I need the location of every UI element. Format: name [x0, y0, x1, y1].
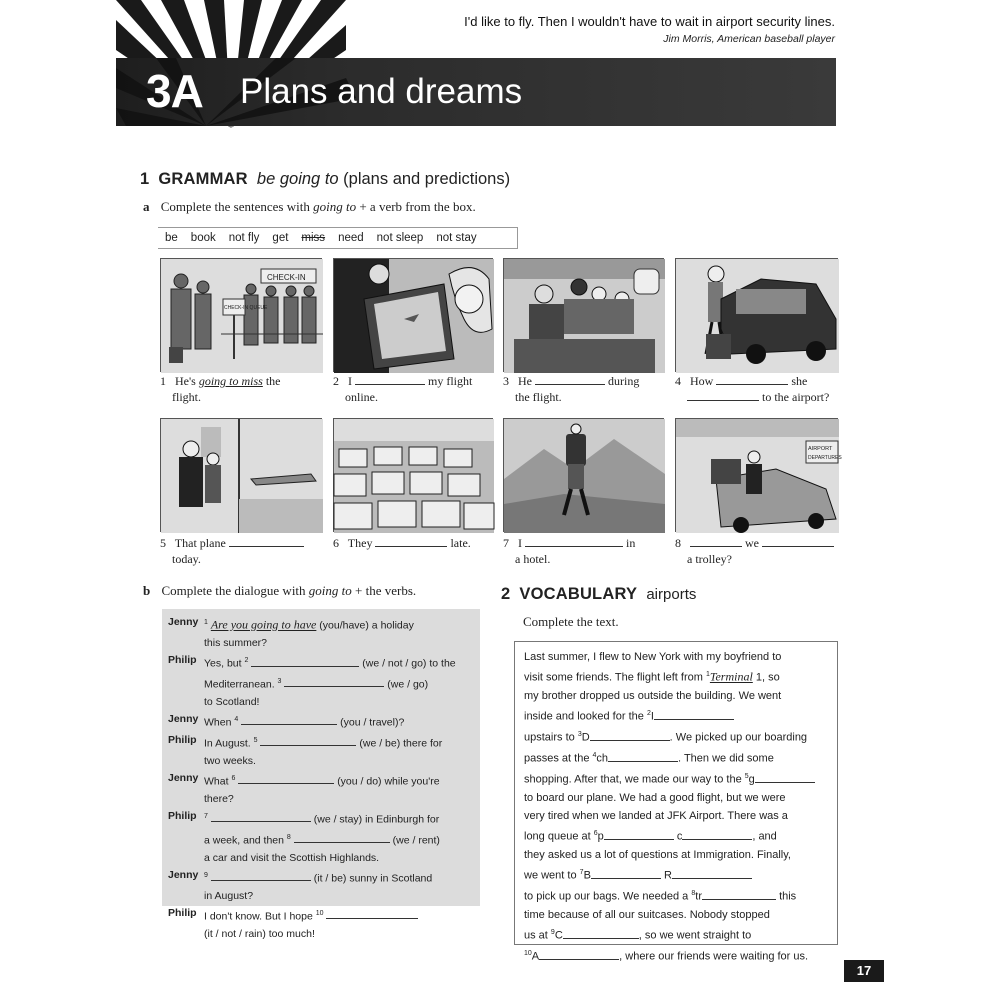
speaker-name: Jenny — [168, 712, 199, 725]
item-number: 5 — [744, 772, 749, 780]
section-topic-italic: be going to — [256, 170, 339, 188]
item-number: 5 — [160, 536, 166, 550]
text: to pick up our bags. We needed a — [524, 890, 689, 903]
caption-6 — [333, 535, 498, 551]
dialogue-line — [168, 614, 480, 652]
text-line — [524, 726, 828, 747]
item-number: 8 — [691, 890, 696, 898]
vocabulary-text-box — [514, 641, 838, 963]
answer-blank[interactable] — [590, 731, 670, 741]
item-number: 2 — [333, 374, 339, 388]
section-topic: (plans and predictions) — [343, 170, 511, 188]
text-line — [524, 924, 828, 945]
caption-text: the — [265, 374, 281, 388]
text-line — [524, 906, 828, 924]
dialogue-text: (we / stay) in Edinburgh for — [313, 813, 440, 826]
dialogue-line — [168, 867, 480, 905]
text-line — [524, 705, 828, 726]
caption-8 — [675, 535, 845, 567]
caption-text: He's — [175, 374, 196, 388]
text: time because of all our suitcases. Nobody stopped — [524, 908, 770, 921]
text: we went to — [524, 869, 577, 882]
caption-text: How — [690, 374, 714, 388]
letter-prompt: B — [583, 869, 591, 882]
word-box — [158, 227, 518, 249]
letter-prompt: C — [554, 929, 563, 942]
caption-text: late. — [450, 536, 471, 550]
dialogue-text: Yes, but — [204, 657, 242, 670]
item-number: 9 — [550, 929, 555, 937]
caption-text: a trolley? — [687, 552, 732, 566]
answer-blank[interactable] — [591, 869, 661, 879]
exercise-letter: b — [143, 583, 151, 598]
dialogue-line — [168, 732, 480, 770]
epigraph — [464, 14, 835, 45]
answer-blank[interactable] — [241, 715, 337, 725]
item-number: 2 — [244, 657, 249, 665]
vocabulary-instruction: Complete the text. — [523, 614, 619, 629]
section-topic: airports — [646, 586, 697, 603]
answer-blank[interactable] — [211, 871, 311, 881]
text-line — [524, 789, 828, 807]
unit-banner — [116, 58, 836, 126]
answer-blank[interactable] — [762, 537, 834, 547]
illustration-car-waiting — [675, 258, 838, 372]
item-number: 7 — [204, 812, 208, 820]
instruction-a — [143, 199, 476, 215]
item-number: 8 — [675, 536, 681, 550]
dialogue-text: (we / not / go) to the — [362, 657, 456, 670]
dialogue-text: (we / go) — [387, 678, 429, 691]
word: not fly — [228, 232, 260, 244]
item-number: 10 — [315, 909, 324, 917]
caption-text: I — [348, 374, 352, 388]
text: . Then we did some — [678, 752, 774, 765]
item-number: 6 — [333, 536, 339, 550]
caption-2 — [333, 373, 498, 405]
caption-text: to the airport? — [762, 390, 830, 404]
dialogue-text: two weeks. — [204, 754, 256, 767]
text-line — [524, 768, 828, 789]
letter-prompt: ch — [596, 752, 609, 765]
answer-blank[interactable] — [690, 537, 742, 547]
text-line — [524, 648, 828, 666]
item-number: 3 — [277, 677, 282, 685]
caption-text: I — [518, 536, 522, 550]
item-number: 7 — [579, 869, 584, 877]
text: us at — [524, 929, 548, 942]
vocabulary-heading — [501, 585, 696, 604]
letter-prompt: g — [748, 773, 755, 786]
word: not stay — [436, 232, 477, 244]
caption-text: she — [791, 374, 808, 388]
item-number: 3 — [503, 374, 509, 388]
caption-text: flight. — [172, 390, 201, 404]
letter-prompt: D — [581, 731, 590, 744]
answer-blank[interactable] — [535, 375, 605, 385]
item-number: 4 — [675, 374, 681, 388]
section-number: 2 — [501, 585, 511, 603]
text-line — [524, 885, 828, 906]
text-line — [524, 666, 828, 687]
word: get — [272, 232, 289, 244]
answer-blank[interactable] — [251, 657, 359, 667]
item-number: 6 — [231, 774, 236, 782]
quote-author: Jim Morris, American baseball player — [663, 33, 835, 45]
caption-7 — [503, 535, 668, 567]
example-answer: going to miss — [198, 374, 263, 388]
answer-blank[interactable] — [716, 375, 788, 385]
answer-blank[interactable] — [260, 736, 356, 746]
answer-blank[interactable] — [525, 537, 623, 547]
item-number: 1 — [204, 619, 208, 626]
answer-blank[interactable] — [238, 774, 334, 784]
word: not sleep — [376, 232, 424, 244]
dialogue-text: in August? — [204, 889, 254, 902]
answer-blank[interactable] — [294, 833, 390, 843]
letter-prompt: c — [676, 830, 683, 843]
answer-blank[interactable] — [326, 909, 418, 919]
caption-text: in — [626, 536, 636, 550]
caption-5 — [160, 535, 330, 567]
text: very tired when we landed at JFK Airport. There was a — [524, 809, 788, 822]
dialogue-text: (we / rent) — [392, 834, 440, 847]
speaker-name: Philip — [168, 654, 197, 667]
unit-title: Plans and dreams — [240, 72, 523, 111]
text: inside and looked for the — [524, 710, 644, 723]
dialogue-text: What — [204, 775, 229, 788]
letter-prompt: R — [663, 869, 672, 882]
item-number: 1 — [705, 671, 710, 679]
answer-blank[interactable] — [211, 812, 311, 822]
answer-blank[interactable] — [229, 537, 304, 547]
example-answer: Terminal — [709, 669, 753, 684]
sign-checkin: CHECK-IN — [267, 273, 306, 282]
item-number: 6 — [593, 830, 598, 838]
answer-blank[interactable] — [682, 830, 752, 840]
illustration-watching-plane — [160, 418, 322, 532]
text: they asked us a lot of questions at Immigration. Finally, — [524, 848, 791, 861]
instruction-italic: going to — [313, 199, 357, 214]
dialogue-text: When — [204, 716, 232, 729]
caption-text: online. — [345, 390, 378, 404]
caption-text: today. — [172, 552, 201, 566]
dialogue-text: (you / travel)? — [340, 716, 405, 729]
letter-prompt: tr — [695, 890, 702, 903]
speaker-name: Jenny — [168, 771, 199, 784]
speaker-name: Philip — [168, 809, 197, 822]
dialogue-text: I don't know. But I hope — [204, 910, 313, 923]
text: this — [779, 890, 797, 903]
answer-blank[interactable] — [539, 950, 619, 960]
caption-3 — [503, 373, 668, 405]
text-line — [524, 747, 828, 768]
grammar-heading — [140, 170, 510, 189]
exercise-letter: a — [143, 199, 150, 214]
quote-text: I'd like to fly. Then I wouldn't have to wait in airport security lines. — [464, 14, 835, 29]
dialogue-text: to Scotland! — [204, 695, 260, 708]
text: my brother dropped us outside the building. We went — [524, 690, 782, 703]
caption-4 — [675, 373, 845, 405]
illustration-laptop — [333, 258, 493, 372]
caption-text: That plane — [174, 536, 226, 550]
sign-departures: DEPARTURES — [808, 455, 842, 461]
answer-blank[interactable] — [672, 869, 752, 879]
text: 1, so — [755, 671, 780, 684]
dialogue-text: Mediterranean. — [204, 678, 275, 691]
dialogue-text: (you/have) a holiday — [319, 619, 414, 632]
caption-text: a hotel. — [515, 552, 551, 566]
text: visit some friends. The flight left from — [524, 671, 703, 684]
text-line — [524, 864, 828, 885]
instruction-text: Complete the sentences with — [160, 199, 310, 214]
illustration-plane-cabin — [503, 258, 664, 372]
item-number: 1 — [160, 374, 166, 388]
answer-blank[interactable] — [755, 773, 815, 783]
answer-blank[interactable] — [375, 537, 447, 547]
dialogue-box — [162, 609, 480, 940]
item-number: 8 — [286, 833, 291, 841]
dialogue-text: a car and visit the Scottish Highlands. — [204, 851, 380, 864]
dialogue-line — [168, 770, 480, 808]
illustration-car-suitcases — [675, 418, 842, 532]
answer-blank[interactable] — [654, 710, 734, 720]
item-number: 4 — [592, 751, 597, 759]
word: need — [338, 232, 364, 244]
caption-text: my flight — [428, 374, 473, 388]
text: upstairs to — [524, 731, 575, 744]
unit-number: 3A — [146, 65, 203, 117]
speaker-name: Philip — [168, 906, 197, 919]
answer-blank[interactable] — [563, 929, 639, 939]
example-answer: Are you going to have — [210, 617, 317, 632]
instruction-italic: going to — [308, 583, 352, 598]
dialogue-text: a week, and then — [204, 834, 284, 847]
speaker-name: Jenny — [168, 868, 199, 881]
caption-text: the flight. — [515, 390, 562, 404]
section-keyword: GRAMMAR — [158, 170, 248, 188]
dialogue-line — [168, 905, 480, 943]
text-line — [524, 807, 828, 825]
dialogue-line — [168, 808, 480, 867]
item-number: 4 — [234, 715, 239, 723]
answer-blank[interactable] — [604, 830, 674, 840]
dialogue-text: (we / be) there for — [359, 737, 443, 750]
caption-text: They — [347, 536, 373, 550]
instruction-text: + the verbs. — [355, 583, 417, 598]
dialogue-text: there? — [204, 792, 234, 805]
dialogue-line — [168, 652, 480, 711]
letter-prompt: p — [597, 830, 604, 843]
text: shopping. After that, we made our way to the — [524, 773, 742, 786]
text: to board our plane. We had a good flight, but we were — [524, 791, 786, 804]
item-number: 3 — [577, 731, 582, 739]
answer-blank[interactable] — [702, 890, 776, 900]
caption-1 — [160, 373, 330, 405]
illustration-traffic-jam — [333, 418, 493, 532]
text-line — [524, 687, 828, 705]
speaker-name: Jenny — [168, 616, 199, 628]
caption-text: we — [745, 536, 759, 550]
dialogue-text: this summer? — [204, 636, 268, 649]
text: . We picked up our boarding — [669, 731, 808, 744]
answer-blank[interactable] — [608, 752, 678, 762]
dialogue-text: In August. — [204, 737, 251, 750]
sign-queue: CHECK-IN QUEUE — [224, 305, 268, 311]
word-crossed-out: miss — [301, 232, 326, 244]
text-line — [524, 825, 828, 846]
caption-text: during — [608, 374, 640, 388]
item-number: 7 — [503, 536, 509, 550]
letter-prompt: I — [650, 710, 654, 723]
caption-text: He — [518, 374, 532, 388]
item-number: 2 — [646, 710, 651, 718]
instruction-text: Complete the dialogue with — [161, 583, 306, 598]
speaker-name: Philip — [168, 733, 197, 746]
text: , so we went straight to — [638, 929, 752, 942]
section-keyword: VOCABULARY — [519, 585, 638, 603]
illustration-queue — [160, 258, 322, 372]
instruction-text: + a verb from the box. — [359, 199, 476, 214]
word: book — [190, 232, 216, 244]
dialogue-text: (it / not / rain) too much! — [204, 927, 315, 940]
text-line — [524, 945, 828, 966]
page-number: 17 — [844, 960, 884, 982]
section-number: 1 — [140, 170, 150, 188]
item-number: 5 — [253, 736, 258, 744]
dialogue-line — [168, 711, 480, 732]
answer-blank[interactable] — [284, 677, 384, 687]
letter-prompt: A — [531, 950, 540, 963]
text: long queue at — [524, 830, 591, 843]
dialogue-text: (it / be) sunny in Scotland — [313, 872, 433, 885]
text: , where our friends were waiting for us. — [619, 950, 809, 963]
dialogue-text: (you / do) while you're — [337, 775, 440, 788]
word: be — [165, 232, 178, 244]
answer-blank[interactable] — [355, 375, 425, 385]
sign-airport: AIRPORT — [808, 446, 833, 452]
instruction-b — [143, 583, 416, 599]
item-number: 10 — [524, 949, 532, 957]
text: , and — [752, 830, 777, 843]
illustration-backpacker — [503, 418, 664, 532]
text: Last summer, I flew to New York with my boyfriend to — [524, 651, 782, 663]
text-line — [524, 846, 828, 864]
item-number: 9 — [204, 871, 208, 879]
answer-blank[interactable] — [687, 391, 759, 401]
text: passes at the — [524, 752, 590, 765]
